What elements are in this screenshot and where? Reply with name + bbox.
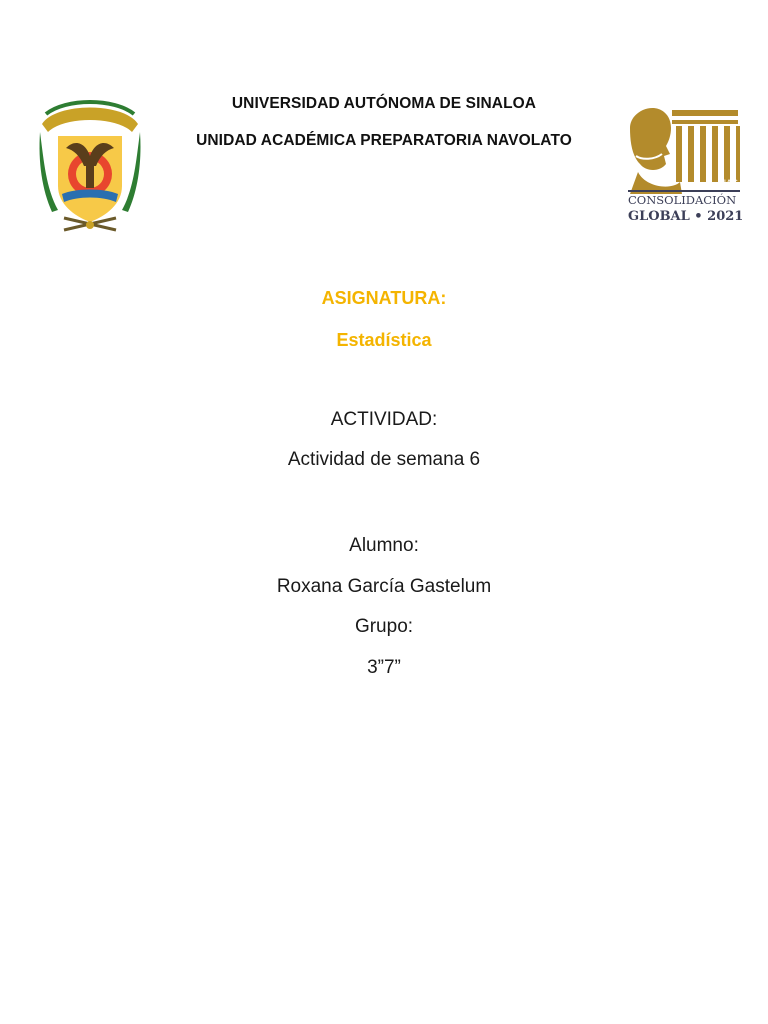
logo-abbr: UAS (719, 178, 738, 188)
logo-line1: CONSOLIDACIÓN (628, 193, 737, 207)
subject-label: ASIGNATURA: (321, 288, 447, 308)
activity-label: ACTIVIDAD: (330, 409, 438, 430)
uas-consolidacion-global-2021-logo (624, 98, 742, 224)
logo-line2: GLOBAL • 2021 (628, 209, 742, 224)
student-label: Alumno: (349, 535, 419, 556)
activity-block (0, 406, 768, 486)
group-value: 3”7” (367, 656, 401, 678)
academic-unit-name: UNIDAD ACADÉMICA PREPARATORIA NAVOLATO (196, 132, 572, 149)
subject-name: Estadística (336, 330, 432, 350)
subject-block (0, 284, 768, 368)
uas-coat-of-arms-icon (36, 92, 144, 234)
activity-name: Actividad de semana 6 (287, 449, 481, 470)
institution-title (150, 92, 618, 166)
student-block (0, 532, 768, 694)
document-header (0, 0, 768, 250)
student-name: Roxana García Gastelum (276, 575, 492, 597)
university-name: UNIVERSIDAD AUTÓNOMA DE SINALOA (231, 95, 537, 112)
group-label: Grupo: (354, 616, 414, 637)
